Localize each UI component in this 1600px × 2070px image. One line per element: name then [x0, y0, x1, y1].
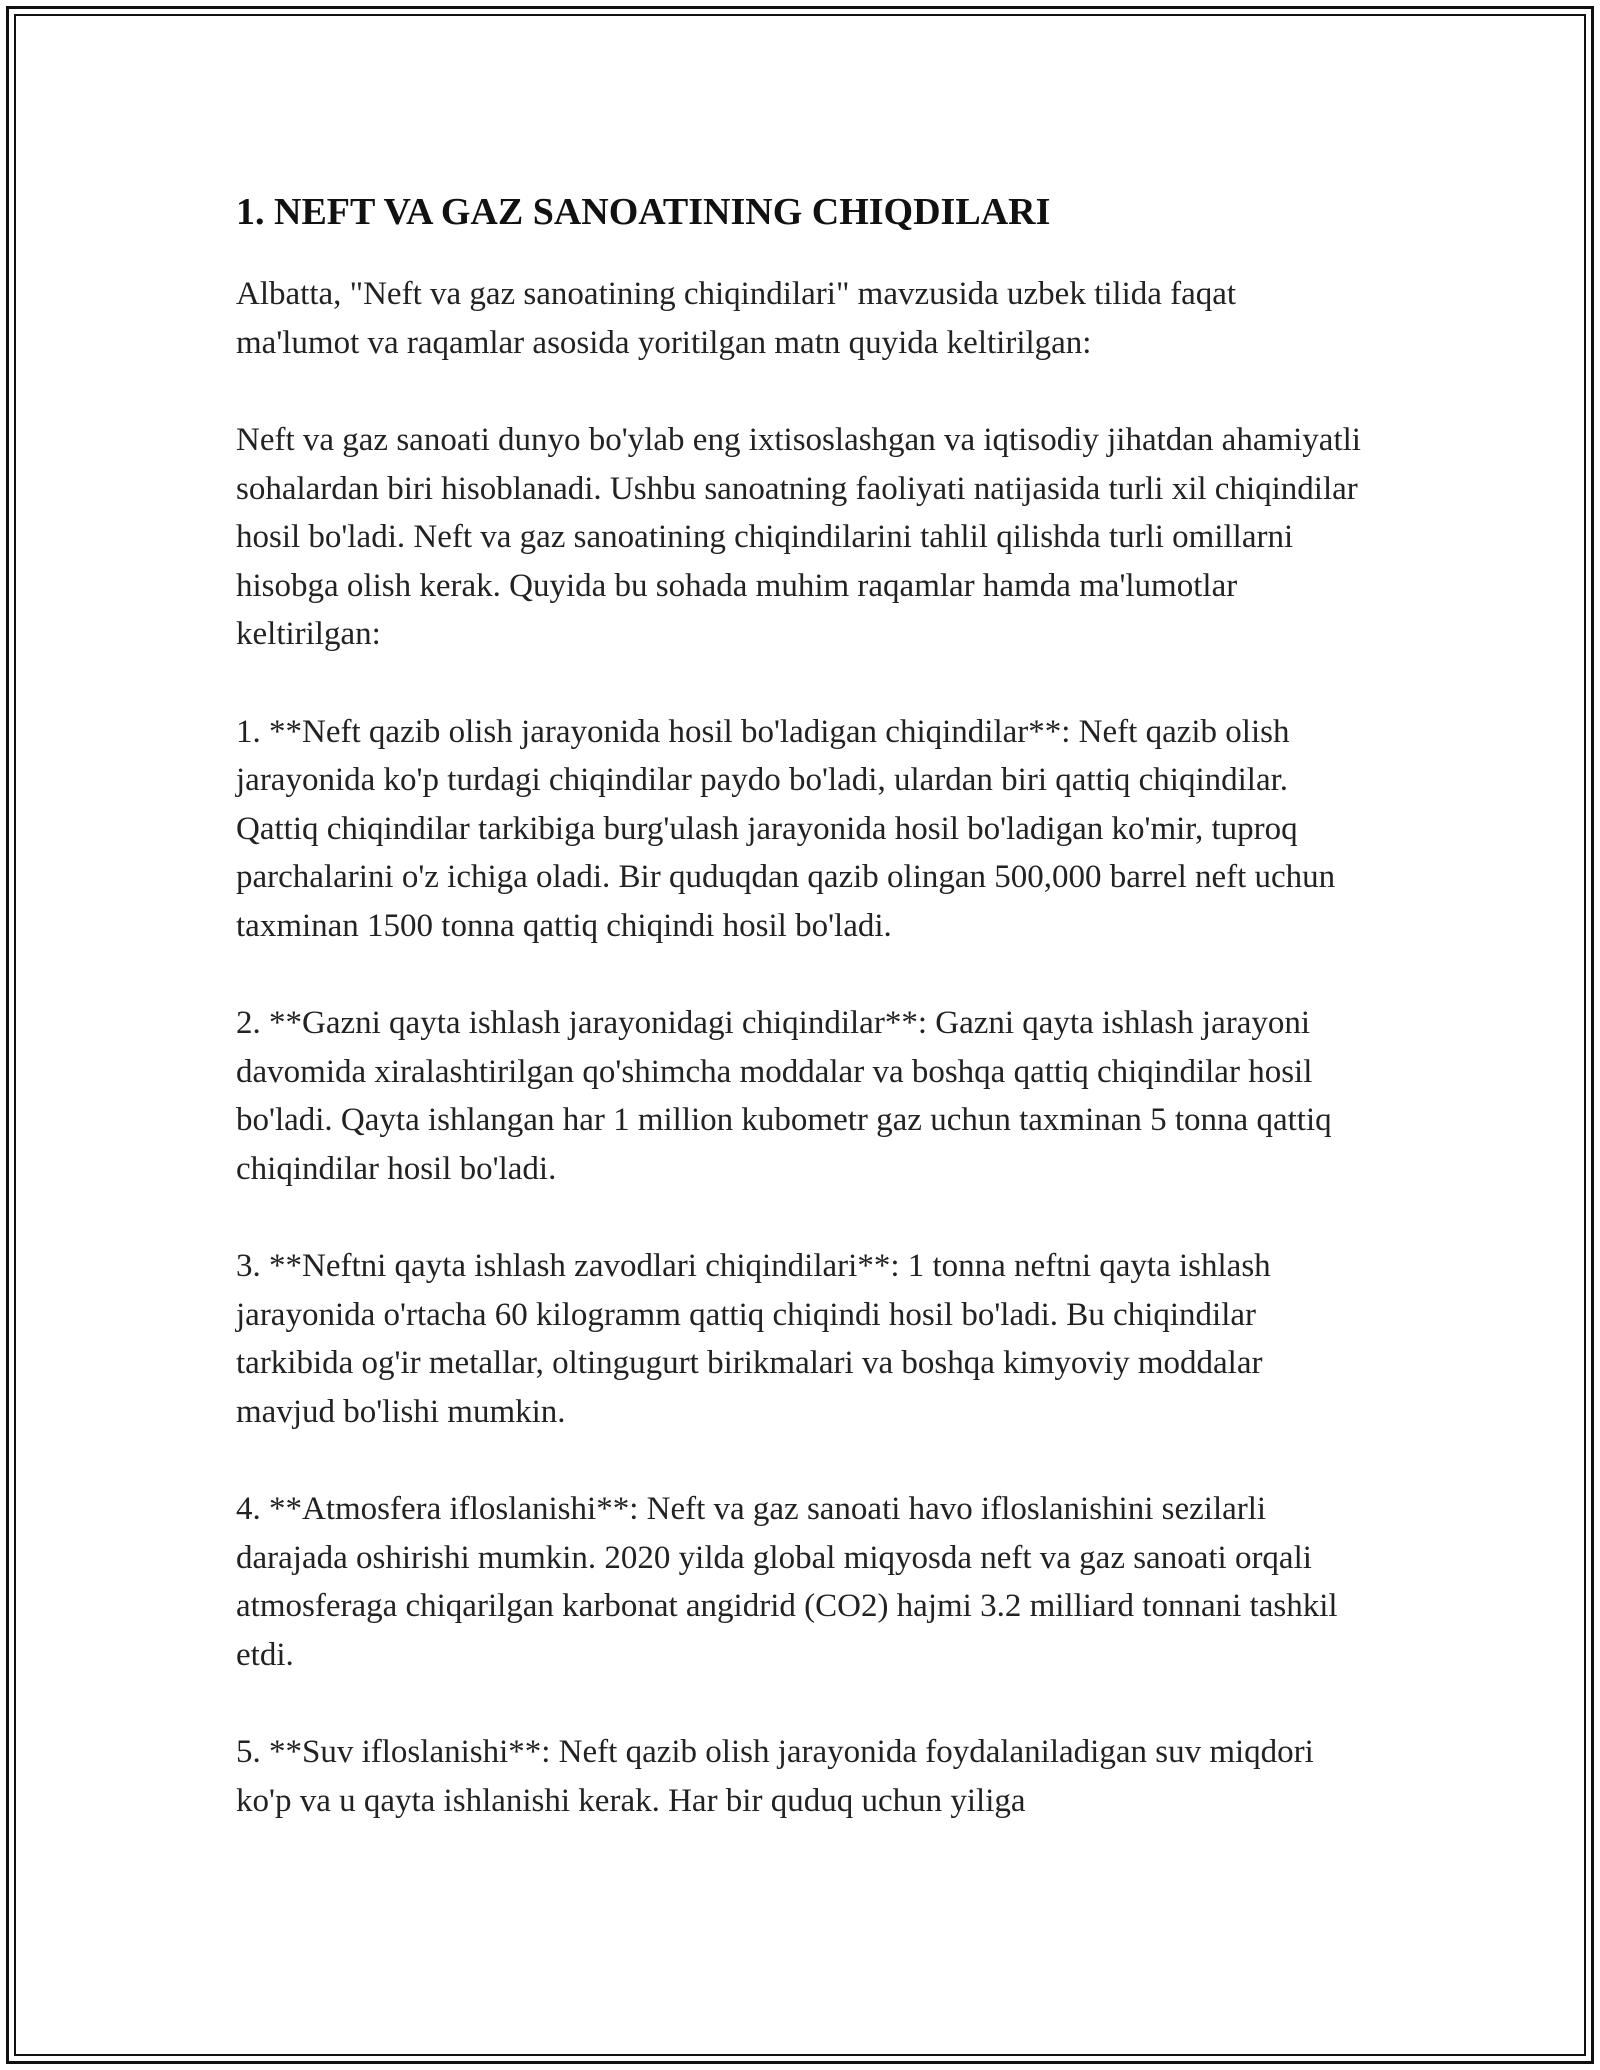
overview-paragraph: Neft va gaz sanoati dunyo bo'ylab eng ixtisoslashgan va iqtisodiy jihatdan ahamiyatli sohalardan biri hisoblanadi. Ushbu sanoatning faoliyati natijasida turli xil chiqindilar hosil bo'ladi. Neft va gaz sanoatining chiqindilarini tahlil qilishda turli omillarni hisobga olish kerak. Quyida bu sohada muhim raqamlar hamda ma'lumotlar keltirilgan:	[236, 422, 1361, 652]
document-title: 1. NEFT VA GAZ SANOATINING CHIQDILARI	[236, 191, 1051, 233]
list-item-refinery-waste: 3. **Neftni qayta ishlash zavodlari chiqindilari**: 1 tonna neftni qayta ishlash jarayonida o'rtacha 60 kilogramm qattiq chiqindi hosil bo'ladi. Bu chiqindilar tarkibida og'ir metallar, oltingugurt birikmalari va boshqa kimyoviy moddalar mavjud bo'lishi mumkin.	[236, 1248, 1271, 1430]
document-body	[236, 188, 1366, 1874]
intro-paragraph: Albatta, "Neft va gaz sanoatining chiqindilari" mavzusida uzbek tilida faqat ma'lumot va raqamlar asosida yoritilgan matn quyida keltirilgan:	[236, 276, 1237, 361]
list-item-air-pollution: 4. **Atmosfera ifloslanishi**: Neft va gaz sanoati havo ifloslanishini sezilarli darajada oshirishi mumkin. 2020 yilda global miqyosda neft va gaz sanoati orqali atmosferaga chiqarilgan karbonat angidrid (CO2) hajmi 3.2 milliard tonnani tashkil etdi.	[236, 1491, 1338, 1673]
list-item-water-pollution: 5. **Suv ifloslanishi**: Neft qazib olish jarayonida foydalaniladigan suv miqdori ko'p va u qayta ishlanishi kerak. Har bir quduq uchun yiliga	[236, 1734, 1314, 1819]
list-item-oil-extraction-waste: 1. **Neft qazib olish jarayonida hosil bo'ladigan chiqindilar**: Neft qazib olish jarayonida ko'p turdagi chiqindilar paydo bo'ladi, ulardan biri qattiq chiqindilar. Qattiq chiqindilar tarkibiga burg'ulash jarayonida hosil bo'ladigan ko'mir, tuproq parchalarini o'z ichiga oladi. Bir quduqdan qazib olingan 500,000 barrel neft uchun taxminan 1500 tonna qattiq chiqindi hosil bo'ladi.	[236, 713, 1336, 944]
list-item-gas-processing-waste: 2. **Gazni qayta ishlash jarayonidagi chiqindilar**: Gazni qayta ishlash jarayoni davomida xiralashtirilgan qo'shimcha moddalar va boshqa qattiq chiqindilar hosil bo'ladi. Qayta ishlangan har 1 million kubometr gaz uchun taxminan 5 tonna qattiq chiqindilar hosil bo'ladi.	[236, 1005, 1332, 1187]
